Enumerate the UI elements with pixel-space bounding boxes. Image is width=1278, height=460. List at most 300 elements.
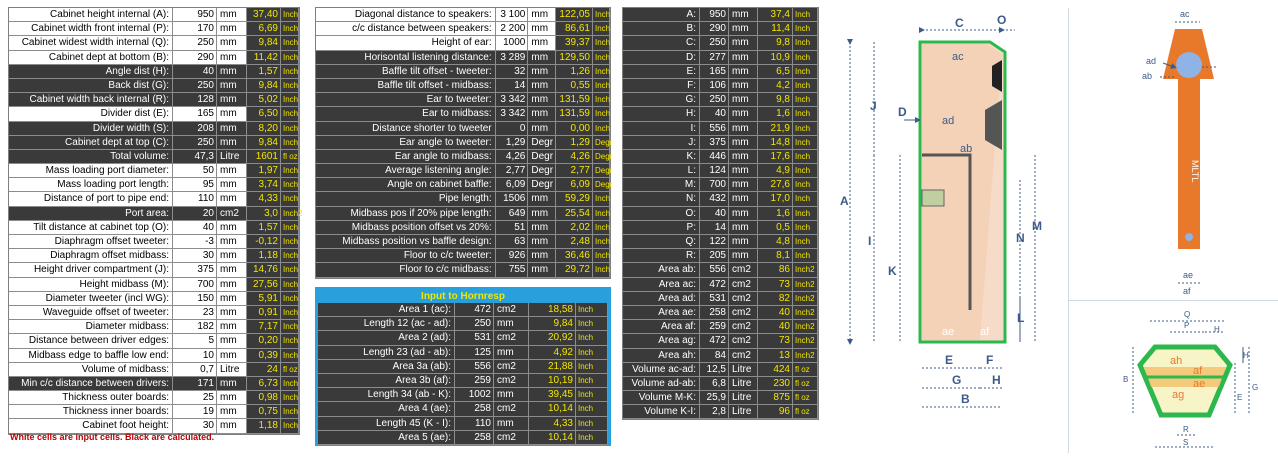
cell-label: Cabinet widest width internal (Q): <box>9 36 173 50</box>
table-row <box>9 136 299 150</box>
cell-cunit: Inch <box>593 36 610 50</box>
cell-label: Ear angle to midbass: <box>316 150 496 164</box>
hornresp-table <box>318 303 608 445</box>
cell-unit: Litre <box>729 363 758 377</box>
cell-label: Distance shorter to tweeter <box>316 122 496 136</box>
cell-label: Distance of port to pipe end: <box>9 192 173 206</box>
cell-label: Angle dist (H): <box>9 65 173 79</box>
cell-cunit: Inch <box>593 65 610 79</box>
cell-unit: Degr <box>528 136 555 150</box>
cell-value: 122 <box>700 235 729 249</box>
cell-value: 63 <box>496 235 529 249</box>
cell-label: Total volume: <box>9 150 173 164</box>
cell-cunit: Inch <box>593 22 610 36</box>
cell-cunit: Inch <box>281 65 299 79</box>
table-row <box>623 164 818 178</box>
cell-cunit: Inch <box>593 79 610 93</box>
cell-label: Area 2 (ad): <box>318 331 455 345</box>
cell-conv: 73 <box>758 278 793 292</box>
cell-value: 250 <box>700 93 729 107</box>
cell-value[interactable]: 1000 <box>496 36 529 50</box>
table-row <box>623 405 818 419</box>
cell-value[interactable]: 2 200 <box>496 22 529 36</box>
cell-unit: cm2 <box>217 207 247 221</box>
dim-A: A <box>840 194 849 208</box>
zone-ad: ad <box>942 115 955 127</box>
cell-cunit: Inch <box>281 107 299 121</box>
cell-cunit: Inch <box>793 107 818 121</box>
cell-label: Area ac: <box>623 278 700 292</box>
cell-value: 14 <box>496 79 529 93</box>
table-row <box>9 192 299 206</box>
cell-conv: 14,76 <box>247 263 281 277</box>
cell-conv: 96 <box>758 405 793 419</box>
cell-cunit: Inch <box>593 192 610 206</box>
cell-value: 556 <box>700 263 729 277</box>
cell-conv: 40 <box>758 306 793 320</box>
pipe-label-ac: ac <box>1180 9 1190 19</box>
cell-conv: 11,42 <box>247 51 281 65</box>
table-row <box>316 79 610 93</box>
cell-conv: 27,56 <box>247 278 281 292</box>
cell-label: Ear to midbass: <box>316 107 496 121</box>
cell-label: Floor to c/c tweeter: <box>316 249 496 263</box>
cell-value: 84 <box>700 349 729 363</box>
table-row <box>9 377 299 391</box>
cell-conv: 5,02 <box>247 93 281 107</box>
cell-unit: mm <box>217 8 247 22</box>
cell-cunit: fl oz <box>793 363 818 377</box>
cell-conv: 1,29 <box>556 136 593 150</box>
table-row <box>623 136 818 150</box>
cell-value: 472 <box>455 303 494 317</box>
cell-unit: mm <box>729 136 758 150</box>
cell-value: 472 <box>700 278 729 292</box>
cell-value: 3 342 <box>496 107 529 121</box>
cell-cunit: Inch <box>793 235 818 249</box>
cell-label: Volume M-K: <box>623 391 700 405</box>
dim-G: G <box>952 373 962 387</box>
dim-E: E <box>945 353 954 367</box>
cell-value: 277 <box>700 51 729 65</box>
table-row <box>316 249 610 263</box>
cell-conv: 9,84 <box>247 79 281 93</box>
cell-cunit: Inch <box>281 405 299 419</box>
table-row <box>318 388 608 402</box>
cell-conv: 10,9 <box>758 51 793 65</box>
cell-label: Area ag: <box>623 334 700 348</box>
cell-cunit: Inch <box>281 292 299 306</box>
cell-unit: mm <box>217 419 247 433</box>
cell-value[interactable]: 375 <box>173 263 217 277</box>
cell-conv: 24 <box>247 363 281 377</box>
cell-cunit: Inch2 <box>793 320 818 334</box>
table-row <box>9 107 299 121</box>
cell-conv: 3,0 <box>247 207 281 221</box>
cell-value: 290 <box>700 22 729 36</box>
pipe-label-ab: ab <box>1142 71 1153 81</box>
cell-unit: mm <box>528 65 555 79</box>
cell-value: 106 <box>700 79 729 93</box>
cell-value[interactable]: 40 <box>173 221 217 235</box>
cell-value: 208 <box>173 122 217 136</box>
cell-cunit: Inch <box>793 249 818 263</box>
cell-value: 20 <box>173 207 217 221</box>
table-row <box>318 303 608 317</box>
cell-label: Area ad: <box>623 292 700 306</box>
cell-cunit: Inch2 <box>281 207 299 221</box>
table-row <box>623 334 818 348</box>
cell-value: 4,26 <box>496 150 529 164</box>
cell-cunit: Inch <box>793 51 818 65</box>
cell-value: 6,09 <box>496 178 529 192</box>
cell-cunit: Inch <box>281 79 299 93</box>
table-row <box>623 51 818 65</box>
cell-cunit: Inch <box>793 150 818 164</box>
cell-label: P: <box>623 221 700 235</box>
cell-conv: 875 <box>758 391 793 405</box>
table-row <box>9 22 299 36</box>
cell-unit: cm2 <box>729 292 758 306</box>
cell-label: Horisontal listening distance: <box>316 51 496 65</box>
cell-cunit: Inch <box>281 51 299 65</box>
cell-unit: mm <box>494 317 529 331</box>
cell-value: 375 <box>700 136 729 150</box>
cell-value[interactable]: 30 <box>173 249 217 263</box>
cell-unit: mm <box>217 334 247 348</box>
cell-cunit: Inch <box>793 93 818 107</box>
table-row <box>9 79 299 93</box>
cell-label: c/c distance between speakers: <box>316 22 496 36</box>
cell-label: B: <box>623 22 700 36</box>
zone-ab: ab <box>960 143 973 155</box>
cell-conv: 4,8 <box>758 235 793 249</box>
cell-label: Divider dist (E): <box>9 107 173 121</box>
cell-label: R: <box>623 249 700 263</box>
cell-cunit: Degr <box>593 150 610 164</box>
summary-table <box>622 7 819 420</box>
cell-conv: 0,39 <box>247 349 281 363</box>
cell-cunit: Inch <box>281 164 299 178</box>
cell-value[interactable]: 182 <box>173 320 217 334</box>
pipe-label-af: af <box>1183 286 1191 296</box>
cell-unit: mm <box>528 221 555 235</box>
table-row <box>623 263 818 277</box>
cell-label: Midbass position vs baffle design: <box>316 235 496 249</box>
table-row <box>623 221 818 235</box>
cell-value: 432 <box>700 192 729 206</box>
cell-label: Cabinet dept at top (C): <box>9 136 173 150</box>
cell-value[interactable]: -3 <box>173 235 217 249</box>
table-row <box>316 8 610 22</box>
cell-value: 3 289 <box>496 51 529 65</box>
dim-H: H <box>992 373 1001 387</box>
cell-conv: 1601 <box>247 150 281 164</box>
cell-value[interactable]: 110 <box>173 192 217 206</box>
table-row <box>316 263 610 277</box>
cell-value: 51 <box>496 221 529 235</box>
cell-value[interactable]: 3 100 <box>496 8 529 22</box>
cell-value[interactable]: 10 <box>173 349 217 363</box>
table-row <box>623 235 818 249</box>
table-row <box>9 363 299 377</box>
cell-value: 926 <box>496 249 529 263</box>
dimensions-table <box>8 7 303 435</box>
cell-label: L: <box>623 164 700 178</box>
cell-label: Floor to c/c midbass: <box>316 263 496 277</box>
cell-cunit: Inch <box>281 391 299 405</box>
dim-F: F <box>986 353 994 367</box>
cell-conv: -0,12 <box>247 235 281 249</box>
table-row <box>9 320 299 334</box>
cell-cunit: Inch <box>793 164 818 178</box>
cell-label: Back dist (G): <box>9 79 173 93</box>
cell-cunit: fl oz <box>793 405 818 419</box>
cell-cunit: Inch <box>281 349 299 363</box>
cell-conv: 0,98 <box>247 391 281 405</box>
cell-cunit: Inch <box>281 93 299 107</box>
table-row <box>316 65 610 79</box>
cell-unit: mm <box>528 93 555 107</box>
cell-unit: cm2 <box>729 349 758 363</box>
cell-value[interactable]: 5 <box>173 334 217 348</box>
cell-unit: mm <box>528 235 555 249</box>
cabinet-side-diagram <box>830 0 1070 420</box>
cell-unit: mm <box>528 263 555 277</box>
port-circle <box>1185 233 1193 241</box>
cell-conv: 1,97 <box>247 164 281 178</box>
cell-value[interactable]: 170 <box>173 22 217 36</box>
cell-cunit: Inch <box>793 178 818 192</box>
cell-unit: cm2 <box>729 320 758 334</box>
cell-cunit: Inch <box>281 221 299 235</box>
cell-label: G: <box>623 93 700 107</box>
cell-value: 128 <box>173 93 217 107</box>
cell-cunit: Degr <box>593 136 610 150</box>
cell-value[interactable]: 165 <box>173 107 217 121</box>
cell-unit: Litre <box>217 363 247 377</box>
cell-label: Area 1 (ac): <box>318 303 455 317</box>
cell-cunit: Degr <box>593 164 610 178</box>
cell-value[interactable]: 950 <box>173 8 217 22</box>
table-row <box>623 107 818 121</box>
cell-cunit: Inch2 <box>793 263 818 277</box>
table-row <box>318 417 608 431</box>
cell-cunit: Inch <box>793 8 818 22</box>
cell-conv: 18,58 <box>529 303 576 317</box>
cell-value: 649 <box>496 207 529 221</box>
cell-unit: mm <box>729 207 758 221</box>
cell-value[interactable]: 700 <box>173 278 217 292</box>
dim-P: P <box>1184 321 1190 330</box>
cell-conv: 40 <box>758 320 793 334</box>
cell-unit: mm <box>217 36 247 50</box>
cell-unit: mm <box>729 249 758 263</box>
cell-cunit: Inch <box>793 122 818 136</box>
dim-B: B <box>961 392 970 406</box>
cell-value[interactable]: 23 <box>173 306 217 320</box>
table-row <box>9 349 299 363</box>
table-row <box>623 320 818 334</box>
zone-ag: ag <box>1172 389 1185 401</box>
table-row <box>318 402 608 416</box>
table-row <box>623 391 818 405</box>
hornresp-title: Input to Hornresp <box>318 290 608 303</box>
cell-conv: 4,33 <box>247 192 281 206</box>
cell-label: Diameter midbass: <box>9 320 173 334</box>
cell-unit: cm2 <box>494 402 529 416</box>
cell-label: Midbass edge to baffle low end: <box>9 349 173 363</box>
cell-cunit: Inch <box>593 249 610 263</box>
cell-label: Volume of midbass: <box>9 363 173 377</box>
cell-unit: cm2 <box>494 374 529 388</box>
cell-value: 1506 <box>496 192 529 206</box>
dim-H2-section: H <box>1243 351 1249 360</box>
cell-cunit: Inch <box>576 346 608 360</box>
table-row <box>9 292 299 306</box>
cell-cunit: Inch <box>281 419 299 433</box>
cell-cunit: Inch <box>576 331 608 345</box>
cell-cunit: Inch <box>593 107 610 121</box>
cell-conv: 3,74 <box>247 178 281 192</box>
cell-unit: mm <box>528 192 555 206</box>
cell-conv: 129,50 <box>556 51 593 65</box>
cell-label: Area 4 (ae): <box>318 402 455 416</box>
cell-cunit: Inch <box>593 207 610 221</box>
cell-conv: 1,26 <box>556 65 593 79</box>
table-row <box>318 346 608 360</box>
cell-value: 110 <box>455 417 494 431</box>
table-row <box>316 93 610 107</box>
cell-label: F: <box>623 79 700 93</box>
cell-value: 258 <box>455 431 494 445</box>
cell-value: 205 <box>700 249 729 263</box>
cell-conv: 86,61 <box>556 22 593 36</box>
cell-label: Area ae: <box>623 306 700 320</box>
cell-conv: 8,20 <box>247 122 281 136</box>
table-row <box>316 51 610 65</box>
cell-value[interactable]: 30 <box>173 419 217 433</box>
cell-conv: 21,88 <box>529 360 576 374</box>
cell-unit: mm <box>217 292 247 306</box>
cell-cunit: Inch <box>281 136 299 150</box>
cell-cunit: fl oz <box>793 391 818 405</box>
cell-conv: 6,69 <box>247 22 281 36</box>
cell-value: 47,3 <box>173 150 217 164</box>
cell-label: Volume ad-ab: <box>623 377 700 391</box>
cell-conv: 0,20 <box>247 334 281 348</box>
cell-label: J: <box>623 136 700 150</box>
cell-label: Min c/c distance between drivers: <box>9 377 173 391</box>
cell-unit: mm <box>528 207 555 221</box>
hornresp-panel <box>315 287 611 446</box>
cell-unit: mm <box>217 278 247 292</box>
cell-cunit: Inch <box>793 22 818 36</box>
cell-conv: 8,1 <box>758 249 793 263</box>
cell-conv: 4,92 <box>529 346 576 360</box>
zone-af: af <box>980 326 990 338</box>
cell-cunit: Inch <box>593 8 610 22</box>
table-row <box>623 349 818 363</box>
dim-M: M <box>1032 219 1042 233</box>
table-row <box>318 374 608 388</box>
cell-unit: mm <box>729 8 758 22</box>
cell-value: 2,8 <box>700 405 729 419</box>
cell-value: 12,5 <box>700 363 729 377</box>
table-row <box>9 235 299 249</box>
cell-value: 259 <box>455 374 494 388</box>
cell-conv: 17,6 <box>758 150 793 164</box>
cell-value[interactable]: 250 <box>173 36 217 50</box>
cell-unit: mm <box>217 249 247 263</box>
cell-label: Cabinet dept at bottom (B): <box>9 51 173 65</box>
table-row <box>623 278 818 292</box>
cell-conv: 39,45 <box>529 388 576 402</box>
dim-D: D <box>898 105 907 119</box>
cell-unit: mm <box>217 235 247 249</box>
table-row <box>623 93 818 107</box>
table-row <box>318 331 608 345</box>
cell-unit: mm <box>217 349 247 363</box>
cell-cunit: Inch <box>576 303 608 317</box>
table-row <box>623 150 818 164</box>
cell-conv: 27,6 <box>758 178 793 192</box>
table-row <box>316 178 613 192</box>
cell-value: 531 <box>700 292 729 306</box>
dim-B-section: B <box>1123 375 1129 384</box>
cell-conv: 29,72 <box>556 263 593 277</box>
cell-unit: mm <box>217 221 247 235</box>
cell-conv: 0,55 <box>556 79 593 93</box>
table-row <box>9 334 299 348</box>
cell-value: 446 <box>700 150 729 164</box>
table-row <box>9 278 299 292</box>
cell-value: 6,8 <box>700 377 729 391</box>
cell-conv: 11,4 <box>758 22 793 36</box>
table-row <box>623 178 818 192</box>
table-row <box>623 192 818 206</box>
table-row <box>316 136 613 150</box>
cell-conv: 6,50 <box>247 107 281 121</box>
cell-value[interactable]: 290 <box>173 51 217 65</box>
cell-value[interactable]: 25 <box>173 391 217 405</box>
cell-value[interactable]: 0,7 <box>173 363 217 377</box>
cell-value[interactable]: 95 <box>173 178 217 192</box>
cell-label: Mass loading port diameter: <box>9 164 173 178</box>
cell-value[interactable]: 50 <box>173 164 217 178</box>
cell-cunit: Inch <box>281 278 299 292</box>
cell-label: Pipe length: <box>316 192 496 206</box>
cell-unit: mm <box>217 79 247 93</box>
dim-J: J <box>870 99 877 113</box>
cell-unit: mm <box>217 192 247 206</box>
cell-label: I: <box>623 122 700 136</box>
cell-label: Volume ac-ad: <box>623 363 700 377</box>
cell-unit: mm <box>217 107 247 121</box>
cell-unit: Litre <box>729 391 758 405</box>
cell-unit: cm2 <box>494 360 529 374</box>
cell-unit: Litre <box>729 377 758 391</box>
dim-S: S <box>1183 438 1189 447</box>
dim-R: R <box>1183 425 1189 434</box>
cell-label: Baffle tilt offset - midbass: <box>316 79 496 93</box>
cell-value[interactable]: 150 <box>173 292 217 306</box>
cell-label: Midbass pos if 20% pipe length: <box>316 207 496 221</box>
listening-geometry-table <box>315 7 611 279</box>
cell-label: K: <box>623 150 700 164</box>
cell-value[interactable]: 19 <box>173 405 217 419</box>
table-row <box>9 391 299 405</box>
